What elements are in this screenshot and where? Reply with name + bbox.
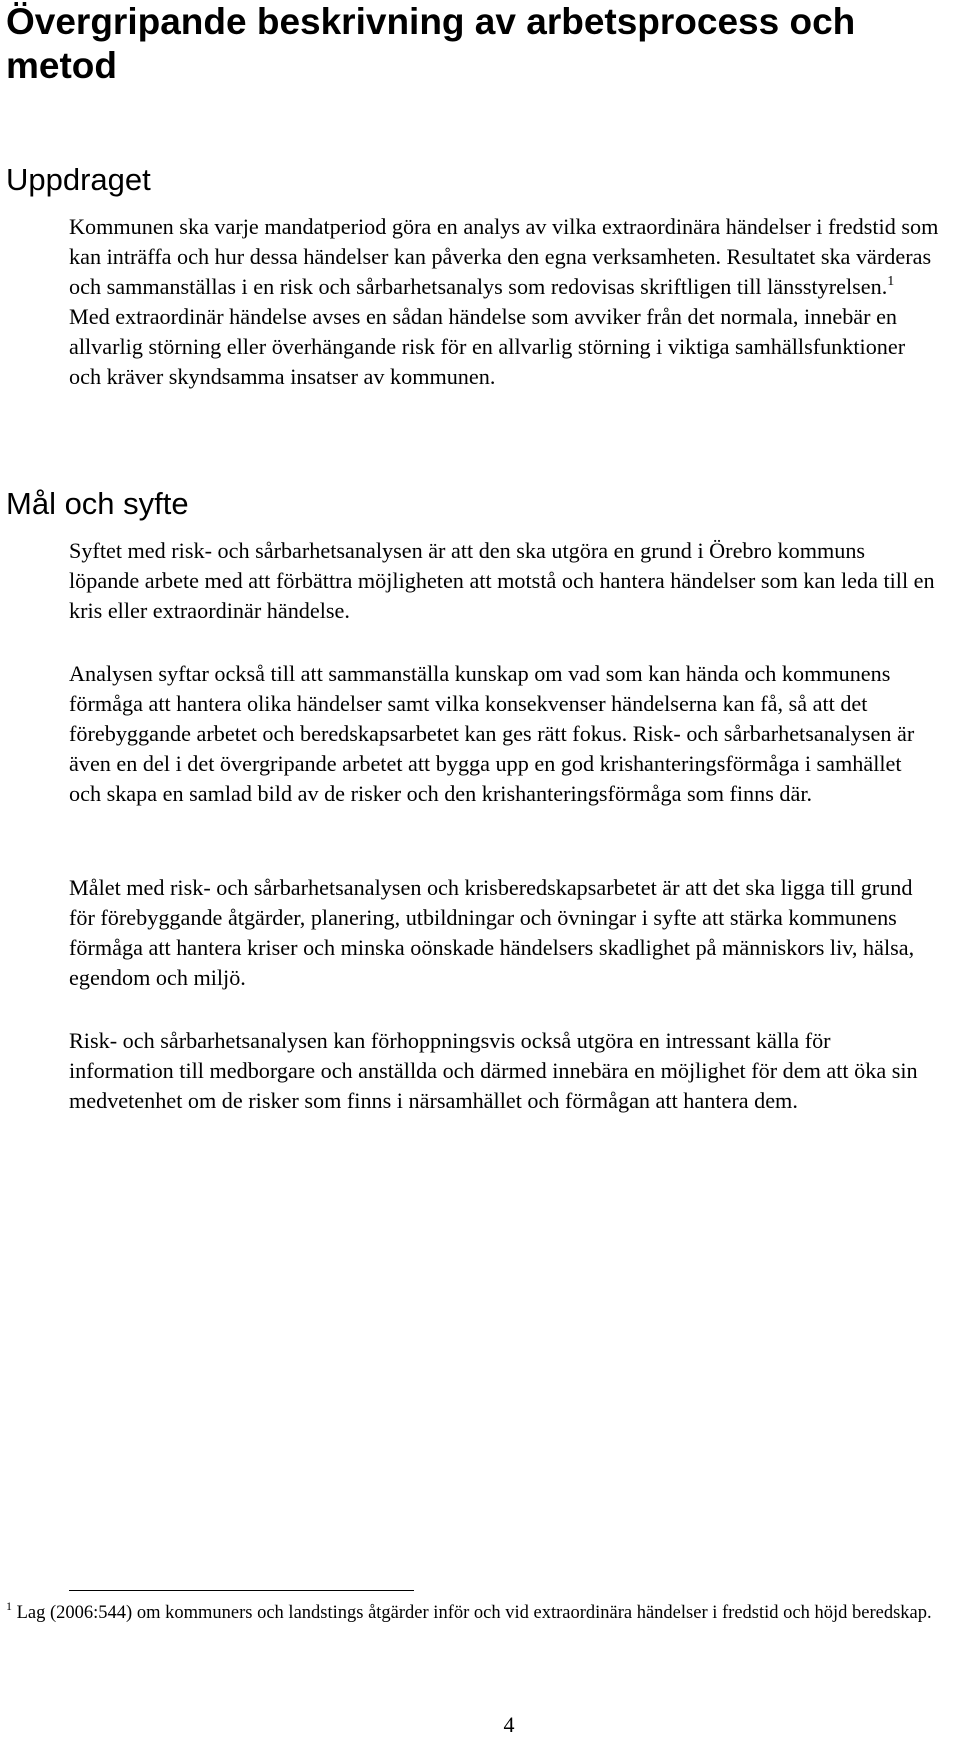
paragraph-analysen: Analysen syftar också till att sammanställa kunskap om vad som kan hända och kommunens förmåga att hantera olika händelser samt vilka konsekvenser händelserna kan få, så att det förebyggande arbetet och beredskapsarbetet kan ges rätt fokus. Risk- och sårbarhetsanalysen är även en del i det övergripande arbetet att bygga upp en god krishanteringsförmåga i samhället och skapa en samlad bild av de risker och den krishanteringsförmåga som finns där. bbox=[69, 661, 915, 806]
paragraph-syftet: Syftet med risk- och sårbarhetsanalysen är att den ska utgöra en grund i Örebro kommuns löpande arbete med att förbättra möjligheten att motstå och hantera händelser som kan leda till en kris eller extraordinär händelse. bbox=[69, 538, 935, 623]
paragraph-malet: Målet med risk- och sårbarhetsanalysen och krisberedskapsarbetet är att det ska ligga till grund för förebyggande åtgärder, planering, utbildningar och övningar i syfte att stärka kommunens förmåga att hantera kriser och minska oönskade händelsers skadlighet på människors liv, hälsa, egendom och miljö. bbox=[69, 875, 915, 990]
footnote-text: Lag (2006:544) om kommuners och landstings åtgärder inför och vid extraordinära händelser i fredstid och höjd beredskap. bbox=[12, 1603, 932, 1623]
footnote-reference: 1 bbox=[887, 274, 895, 289]
paragraph-text: Med extraordinär händelse avses en sådan händelse som avviker från det normala, innebär en allvarlig störning eller överhängande risk för en allvarlig störning i viktiga samhällsfunktioner och kräver skyndsamma insatser av kommunen. bbox=[69, 304, 906, 389]
paragraph-risk-och-sarbarhet: Risk- och sårbarhetsanalysen kan förhoppningsvis också utgöra en intressant källa för information till medborgare och anställda och därmed innebära en möjlighet för dem att öka sin medvetenhet om de risker som finns i närsamhället och förmågan att hantera dem. bbox=[69, 1028, 918, 1113]
section-heading-mal-och-syfte: Mål och syfte bbox=[6, 486, 189, 521]
footnote-separator bbox=[69, 1590, 414, 1591]
page-number: 4 bbox=[503, 1712, 515, 1737]
footnote bbox=[6, 1600, 951, 1626]
footnote-number: 1 bbox=[6, 1599, 12, 1613]
section-heading-uppdraget: Uppdraget bbox=[6, 162, 151, 197]
page-title: Övergripande beskrivning av arbetsprocess och metod bbox=[6, 1, 856, 86]
paragraph-uppdraget bbox=[69, 212, 939, 392]
paragraph-text: Kommunen ska varje mandatperiod göra en analys av vilka extraordinära händelser i fredstid som kan inträffa och hur dessa händelser kan påverka den egna verksamheten. Resultatet ska värderas och sammanställas i en risk och sårbarhetsanalys som redovisas skriftligen till länsstyrelsen. bbox=[69, 214, 939, 299]
